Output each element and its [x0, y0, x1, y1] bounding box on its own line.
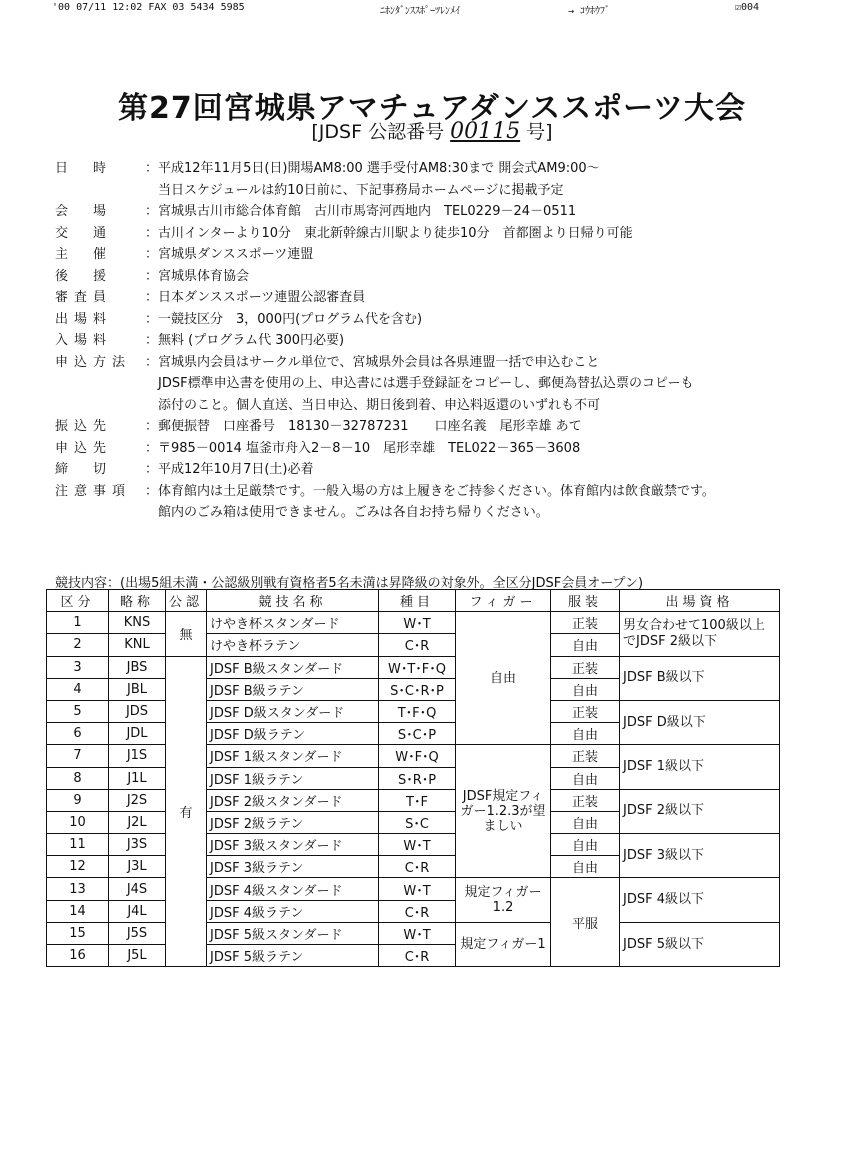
event-name-cell: JDSF 5級ラテン — [207, 945, 379, 967]
qualification-cell: JDSF D級以下 — [620, 700, 780, 744]
dress-cell: 正装 — [551, 612, 620, 634]
info-row — [55, 244, 815, 266]
qualification-cell: JDSF 4級以下 — [620, 878, 780, 922]
table-header-row — [47, 590, 780, 612]
abbr-cell: J2L — [109, 811, 166, 833]
dress-cell: 自由 — [551, 811, 620, 833]
dress-cell: 正装 — [551, 700, 620, 722]
table-row — [47, 922, 780, 944]
info-row — [55, 481, 815, 503]
table-row — [47, 700, 780, 722]
info-value: ：体育館内は土足厳禁です。一般入場の方は上履きをご持参ください。体育館内は飲食厳禁です。 — [145, 483, 715, 499]
dress-cell: 自由 — [551, 856, 620, 878]
info-value: ：平成12年10月7日(土)必着 — [145, 462, 314, 477]
info-label: 主 催 — [55, 247, 113, 262]
event-name-cell: JDSF 3級ラテン — [207, 856, 379, 878]
event-name-cell: JDSF D級スタンダード — [207, 700, 379, 722]
abbr-cell: JBS — [109, 656, 166, 678]
header-qualification: 出場資格 — [620, 590, 780, 612]
info-label: 申込先 — [55, 440, 113, 456]
dance-cell: W･T — [379, 922, 456, 944]
info-label: 申込方法 — [55, 354, 132, 370]
header-abbr: 略称 — [109, 590, 166, 612]
kubun-cell: 4 — [47, 678, 109, 700]
info-continuation: 館内のごみ箱は使用できません。ごみは各自お持ち帰りください。 — [158, 505, 549, 520]
kubun-cell: 8 — [47, 767, 109, 789]
kubun-cell: 9 — [47, 789, 109, 811]
dance-cell: C･R — [379, 900, 456, 922]
abbr-cell: J4S — [109, 878, 166, 900]
abbr-cell: J3L — [109, 856, 166, 878]
info-row — [55, 158, 815, 180]
kubun-cell: 15 — [47, 922, 109, 944]
dance-cell: W･T — [379, 612, 456, 634]
kubun-cell: 14 — [47, 900, 109, 922]
qualification-cell: JDSF 1級以下 — [620, 745, 780, 789]
event-name-cell: JDSF 2級ラテン — [207, 811, 379, 833]
info-row — [55, 459, 815, 481]
table-row — [47, 834, 780, 856]
info-row — [55, 416, 815, 438]
dance-cell: C･R — [379, 945, 456, 967]
dance-cell: C･R — [379, 634, 456, 656]
dress-cell: 自由 — [551, 834, 620, 856]
info-row — [55, 287, 815, 309]
info-value: ：日本ダンススポーツ連盟公認審査員 — [145, 290, 366, 305]
kubun-cell: 11 — [47, 834, 109, 856]
info-row — [55, 201, 815, 223]
header-figure: フィガー — [456, 590, 551, 612]
abbr-cell: J4L — [109, 900, 166, 922]
dance-cell: W･F･Q — [379, 745, 456, 767]
header-name: 競技名称 — [207, 590, 379, 612]
kounin-cell: 無 — [166, 612, 207, 656]
info-label: 審査員 — [55, 290, 113, 305]
table-row — [47, 612, 780, 634]
abbr-cell: J1L — [109, 767, 166, 789]
dance-cell: W･T — [379, 878, 456, 900]
qualification-cell: JDSF 3級以下 — [620, 834, 780, 878]
dress-cell: 正装 — [551, 789, 620, 811]
dance-cell: W･T — [379, 834, 456, 856]
fax-recipient: → ｺｳﾎｳﾌﾞ — [568, 6, 611, 17]
table-row — [47, 789, 780, 811]
dance-cell: S･C･R･P — [379, 678, 456, 700]
dress-cell: 平服 — [551, 878, 620, 967]
kubun-cell: 2 — [47, 634, 109, 656]
info-row — [55, 330, 815, 352]
event-name-cell: JDSF 1級スタンダード — [207, 745, 379, 767]
info-label: 出場料 — [55, 311, 113, 327]
info-label: 注意事項 — [55, 483, 132, 499]
info-continuation: 当日スケジュールは約10日前に、下記事務局ホームページに掲載予定 — [158, 182, 564, 198]
event-name-cell: けやき杯ラテン — [207, 634, 379, 656]
event-info — [55, 158, 815, 524]
info-value: ：宮城県古川市総合体育館 古川市馬寄河西地内 TEL0229－24－0511 — [145, 204, 577, 219]
info-row — [55, 266, 815, 288]
dress-cell: 正装 — [551, 745, 620, 767]
qualification-cell: JDSF B級以下 — [620, 656, 780, 700]
fax-datetime: '00 07/11 12:02 FAX 03 5434 5985 — [52, 2, 245, 13]
event-name-cell: JDSF 4級スタンダード — [207, 878, 379, 900]
table-row — [47, 745, 780, 767]
kubun-cell: 12 — [47, 856, 109, 878]
info-row — [55, 309, 815, 331]
fax-page: ☑004 — [735, 2, 760, 13]
abbr-cell: KNS — [109, 612, 166, 634]
kubun-cell: 3 — [47, 656, 109, 678]
kubun-cell: 5 — [47, 700, 109, 722]
abbr-cell: J5L — [109, 945, 166, 967]
dance-cell: S･C･P — [379, 723, 456, 745]
abbr-cell: KNL — [109, 634, 166, 656]
header-kubun: 区分 — [47, 590, 109, 612]
approval-number: 00115 — [450, 119, 521, 144]
info-value: ：宮城県内会員はサークル単位で、宮城県外会員は各県連盟一括で申込むこと — [145, 354, 600, 370]
info-label: 交 通 — [55, 225, 113, 241]
fax-sender: ﾆﾎﾝﾀﾞﾝｽｽﾎﾟｰﾂﾚﾝﾒｲ — [380, 6, 460, 17]
abbr-cell: J1S — [109, 745, 166, 767]
kounin-cell: 有 — [166, 656, 207, 967]
abbr-cell: JBL — [109, 678, 166, 700]
figure-cell: JDSF規定フィガー1.2.3が望ましい — [456, 745, 551, 878]
header-kounin: 公認 — [166, 590, 207, 612]
fax-header — [0, 0, 864, 16]
qualification-cell: 男女合わせて100級以上でJDSF 2級以下 — [620, 612, 780, 656]
figure-cell: 規定フィガー 1.2 — [456, 878, 551, 922]
competition-heading: 競技内容：(出場5組未満・公認級別戦有資格者5名未満は昇降級の対象外。全区分JDSF会員オープン) — [55, 576, 644, 591]
table-row — [47, 656, 780, 678]
info-value: ：宮城県ダンススポーツ連盟 — [145, 247, 314, 262]
document-subtitle — [0, 117, 864, 144]
event-name-cell: JDSF 5級スタンダード — [207, 922, 379, 944]
dance-cell: S･C — [379, 811, 456, 833]
kubun-cell: 10 — [47, 811, 109, 833]
kubun-cell: 6 — [47, 723, 109, 745]
kubun-cell: 13 — [47, 878, 109, 900]
qualification-cell: JDSF 5級以下 — [620, 922, 780, 966]
table-row — [47, 878, 780, 900]
info-value: ：無料 (プログラム代 300円必要) — [145, 333, 345, 348]
abbr-cell: JDL — [109, 723, 166, 745]
kubun-cell: 16 — [47, 945, 109, 967]
info-value: ：〒985－0014 塩釜市舟入2－8－10 尾形幸雄 TEL022－365－3608 — [145, 440, 581, 456]
dress-cell: 自由 — [551, 634, 620, 656]
info-label: 締 切 — [55, 462, 113, 477]
event-name-cell: JDSF B級ラテン — [207, 678, 379, 700]
subtitle-suffix: 号] — [526, 121, 553, 143]
dance-cell: C･R — [379, 856, 456, 878]
dance-cell: T･F — [379, 789, 456, 811]
document-title: 第27回宮城県アマチュアダンススポーツ大会 — [118, 91, 746, 126]
event-name-cell: けやき杯スタンダード — [207, 612, 379, 634]
event-name-cell: JDSF 1級ラテン — [207, 767, 379, 789]
info-label: 日 時 — [55, 161, 113, 176]
figure-cell: 規定フィガー1 — [456, 922, 551, 966]
info-row — [55, 223, 815, 245]
info-value: ：郵便振替 口座番号 18130－32787231 口座名義 尾形幸雄 あて — [145, 419, 582, 434]
abbr-cell: JDS — [109, 700, 166, 722]
info-label: 振込先 — [55, 419, 113, 434]
info-value: ：平成12年11月5日(日)開場AM8:00 選手受付AM8:30まで 開会式AM9:00～ — [145, 161, 600, 176]
info-row — [55, 438, 815, 460]
dance-cell: S･R･P — [379, 767, 456, 789]
info-continuation: JDSF標準申込書を使用の上、申込書には選手登録証をコピーし、郵便為替払込票のコピーも — [158, 376, 694, 391]
info-continuation: 添付のこと。個人直送、当日申込、期日後到着、申込料返還のいずれも不可 — [158, 397, 601, 413]
info-value: ：宮城県体育協会 — [145, 268, 250, 284]
event-name-cell: JDSF D級ラテン — [207, 723, 379, 745]
competition-table — [46, 589, 780, 967]
figure-cell: 自由 — [456, 612, 551, 745]
dance-cell: T･F･Q — [379, 700, 456, 722]
dress-cell: 正装 — [551, 656, 620, 678]
header-dress: 服装 — [551, 590, 620, 612]
abbr-cell: J5S — [109, 922, 166, 944]
qualification-cell: JDSF 2級以下 — [620, 789, 780, 833]
info-label: 入場料 — [55, 333, 113, 348]
event-name-cell: JDSF 2級スタンダード — [207, 789, 379, 811]
event-name-cell: JDSF B級スタンダード — [207, 656, 379, 678]
abbr-cell: J3S — [109, 834, 166, 856]
info-value: ：古川インターより10分 東北新幹線古川駅より徒歩10分 首都圏より日帰り可能 — [145, 225, 633, 241]
kubun-cell: 7 — [47, 745, 109, 767]
event-name-cell: JDSF 3級スタンダード — [207, 834, 379, 856]
header-event: 種目 — [379, 590, 456, 612]
dance-cell: W･T･F･Q — [379, 656, 456, 678]
info-label: 後 援 — [55, 268, 113, 284]
event-name-cell: JDSF 4級ラテン — [207, 900, 379, 922]
info-value: ：一競技区分 3，000円(プログラム代を含む) — [145, 311, 423, 327]
info-row — [55, 352, 815, 374]
dress-cell: 自由 — [551, 678, 620, 700]
info-label: 会 場 — [55, 204, 113, 219]
dress-cell: 自由 — [551, 723, 620, 745]
abbr-cell: J2S — [109, 789, 166, 811]
kubun-cell: 1 — [47, 612, 109, 634]
dress-cell: 自由 — [551, 767, 620, 789]
subtitle-prefix: [JDSF 公認番号 — [311, 121, 445, 143]
